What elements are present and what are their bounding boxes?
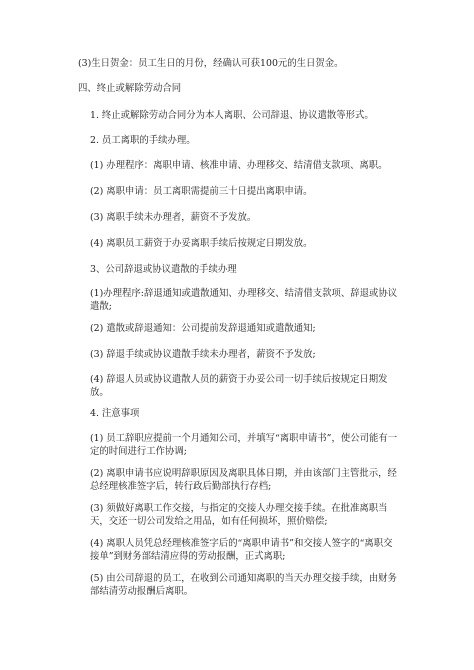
dismissal-procedure-heading: 3、公司辞退或协议遣散的手续办理	[90, 264, 237, 275]
section-four-heading: 四、终止或解除劳动合同	[78, 83, 182, 94]
notes-heading: 4. 注意事项	[90, 408, 140, 419]
note-item-4: (4) 离职人员凭总经理核准签字后的“离职申请书”和交接人签字的“离职交接单”到财务部结清应得的劳动报酬，正式离职;	[90, 538, 393, 562]
note-item-1: (1) 员工辞职应提前一个月通知公司，并填写“离职申请书”，使公司能有一定的时间进行工作协调;	[90, 433, 398, 457]
resignation-procedure-heading: 2. 员工离职的手续办理。	[90, 135, 196, 146]
note-item-5: (5) 由公司辞退的员工，在收到公司通知离职的当天办理交接手续，由财务部结清劳动报酬后离职。	[90, 573, 397, 597]
birthday-bonus-item: (3)生日贺金：员工生日的月份，经确认可获100元的生日贺金。	[78, 58, 344, 69]
dismissal-item-2: (2) 遣散或辞退通知：公司提前发辞退通知或遣散通知;	[90, 323, 316, 334]
note-item-2: (2) 离职申请书应说明辞职原因及离职具体日期，并由该部门主管批示，经总经理核准签字后，转行政后勤部执行存档;	[90, 468, 397, 492]
resignation-item-2: (2) 离职申请：员工离职需提前三十日提出离职申请。	[90, 186, 313, 197]
resignation-item-1: (1) 办理程序：离职申请、核准申请、办理移交、结清借支款项、离职。	[90, 160, 388, 171]
note-item-3: (3) 须做好离职工作交接，与指定的交接人办理交接手续。在批准离职当天，交还一切公司发给之用品，如有任何损坏，照价赔偿;	[90, 503, 388, 527]
resignation-item-3: (3) 离职手续未办理者，薪资不予发放。	[90, 212, 257, 223]
dismissal-item-4: (4) 辞退人员或协议遣散人员的薪资于办妥公司一切手续后按规定日期发放。	[90, 374, 388, 398]
dismissal-item-1: (1)办理程序:辞退通知或遣散通知、办理移交、结清借支款项、辞退或协议遣散;	[90, 288, 398, 312]
resignation-item-4: (4) 离职员工薪资于办妥离职手续后按规定日期发放。	[90, 238, 313, 249]
dismissal-item-3: (3) 辞退手续或协议遣散手续未办理者，薪资不予发放;	[90, 349, 316, 360]
termination-forms-paragraph: 1. 终止或解除劳动合同分为本人离职、公司辞退、协议遣散等形式。	[90, 110, 374, 121]
